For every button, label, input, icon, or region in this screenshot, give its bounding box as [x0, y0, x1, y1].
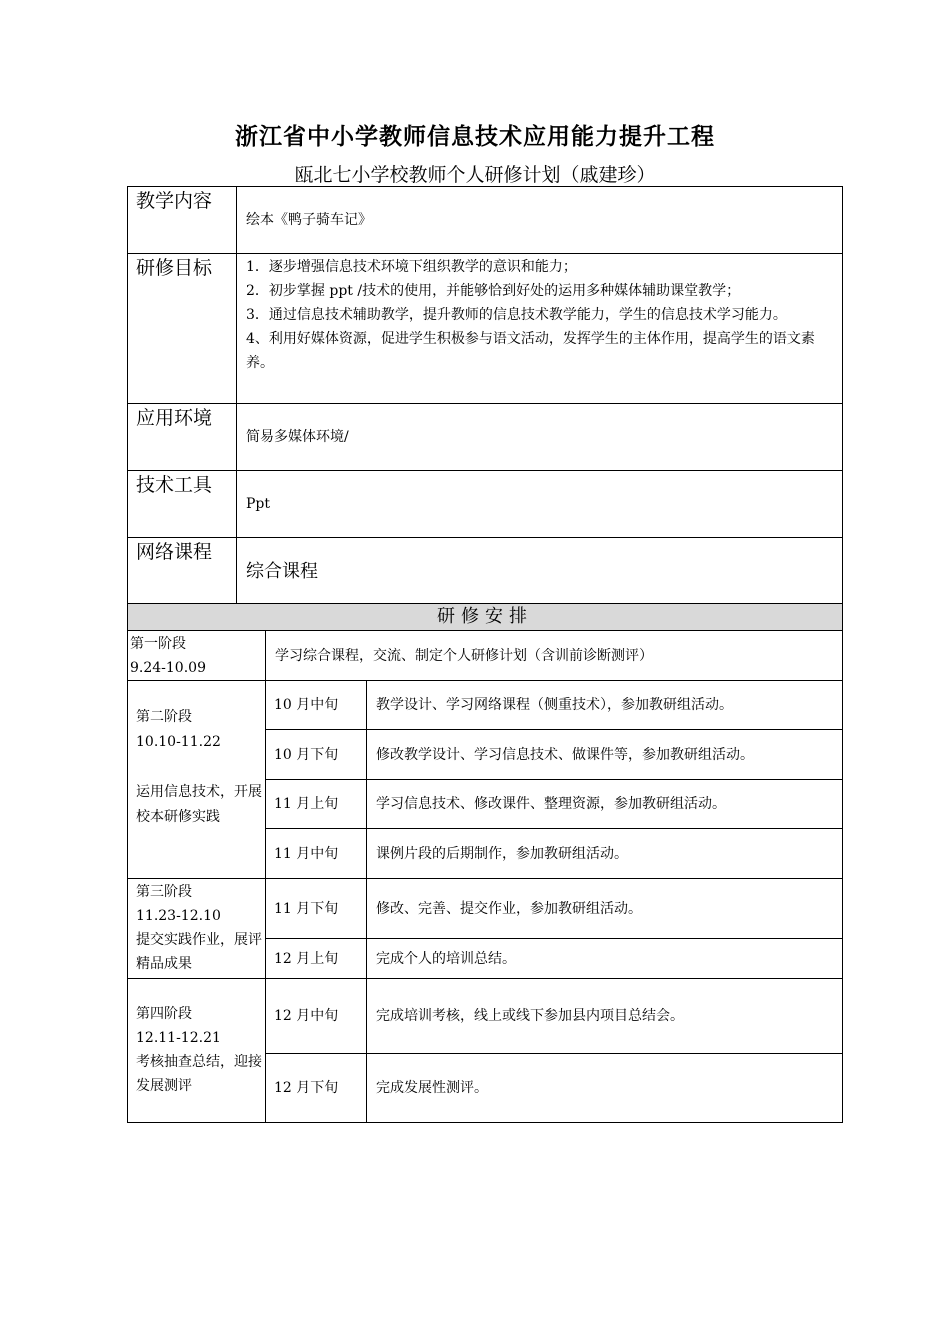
- document-subtitle: 瓯北七小学校教师个人研修计划（戚建珍）: [294, 164, 656, 186]
- stage2-period-1: 10 月中旬: [274, 697, 339, 713]
- goals-label: 研修目标: [136, 257, 213, 279]
- stage4-task-2: 完成发展性测评。: [376, 1080, 488, 1096]
- stage2-task-3: 学习信息技术、修改课件、整理资源，参加教研组活动。: [376, 796, 726, 812]
- stage2-name: 第二阶段: [136, 709, 192, 725]
- content-value: 绘本《鸭子骑车记》: [246, 212, 372, 228]
- document-title: 浙江省中小学教师信息技术应用能力提升工程: [235, 123, 715, 150]
- schedule-section-header: 研修安排: [128, 604, 842, 630]
- stage3-task-1: 修改、完善、提交作业，参加教研组活动。: [376, 900, 642, 917]
- env-value: 简易多媒体环境/: [246, 429, 349, 445]
- stage4-period-2: 12 月下旬: [274, 1080, 339, 1096]
- stage3-period-1: 11 月下旬: [274, 900, 339, 917]
- tools-label: 技术工具: [136, 474, 213, 496]
- stage3-dates: 11.23-12.10: [136, 908, 221, 924]
- stage3-task-2: 完成个人的培训总结。: [376, 950, 516, 967]
- stage2-period-3: 11 月上旬: [274, 796, 339, 812]
- stage2-period-4: 11 月中旬: [274, 845, 339, 862]
- goal-item: 4、利用好媒体资源，促进学生积极参与语文活动，发挥学生的主体作用，提高学生的语文素养。: [246, 331, 815, 371]
- content-label: 教学内容: [136, 190, 213, 212]
- stage4-dates: 12.11-12.21: [136, 1030, 221, 1046]
- stage4-period-1: 12 月中旬: [274, 1008, 339, 1024]
- tools-value: Ppt: [246, 496, 271, 512]
- stage1-dates: 9.24-10.09: [130, 660, 206, 676]
- course-label: 网络课程: [136, 541, 213, 563]
- stage4-task-1: 完成培训考核，线上或线下参加县内项目总结会。: [376, 1008, 684, 1024]
- stage1-name: 第一阶段: [130, 636, 186, 652]
- course-value: 综合课程: [246, 561, 318, 582]
- stage2-task-1: 教学设计、学习网络课程（侧重技术），参加教研组活动。: [376, 697, 733, 713]
- stage3-desc: 提交实践作业，展评精品成果: [136, 932, 262, 972]
- stage3-name: 第三阶段: [136, 884, 192, 900]
- stage2-task-2: 修改教学设计、学习信息技术、做课件等，参加教研组活动。: [376, 746, 754, 763]
- stage1-task: 学习综合课程，交流、制定个人研修计划（含训前诊断测评）: [275, 647, 653, 664]
- stage2-desc: 运用信息技术，开展校本研修实践: [136, 784, 262, 825]
- stage2-cell: [136, 705, 262, 830]
- stage3-cell: [136, 880, 262, 976]
- stage2-task-4: 课例片段的后期制作，参加教研组活动。: [376, 845, 628, 862]
- env-label: 应用环境: [136, 407, 213, 429]
- stage4-name: 第四阶段: [136, 1006, 192, 1022]
- goal-item: 2．初步掌握 ppt /技术的使用，并能够恰到好处的运用多种媒体辅助课堂教学；: [246, 283, 741, 299]
- goals-list: [246, 255, 838, 375]
- stage2-dates: 10.10-11.22: [136, 734, 221, 750]
- stage1-cell: [130, 632, 264, 680]
- goal-item: 3．通过信息技术辅助教学，提升教师的信息技术教学能力，学生的信息技术学习能力。: [246, 307, 787, 323]
- stage2-period-2: 10 月下旬: [274, 746, 339, 763]
- stage4-desc: 考核抽查总结，迎接发展测评: [136, 1054, 262, 1094]
- stage4-cell: [136, 1002, 262, 1098]
- stage3-period-2: 12 月上旬: [274, 950, 339, 967]
- goal-item: 1．逐步增强信息技术环境下组织教学的意识和能力；: [246, 259, 577, 275]
